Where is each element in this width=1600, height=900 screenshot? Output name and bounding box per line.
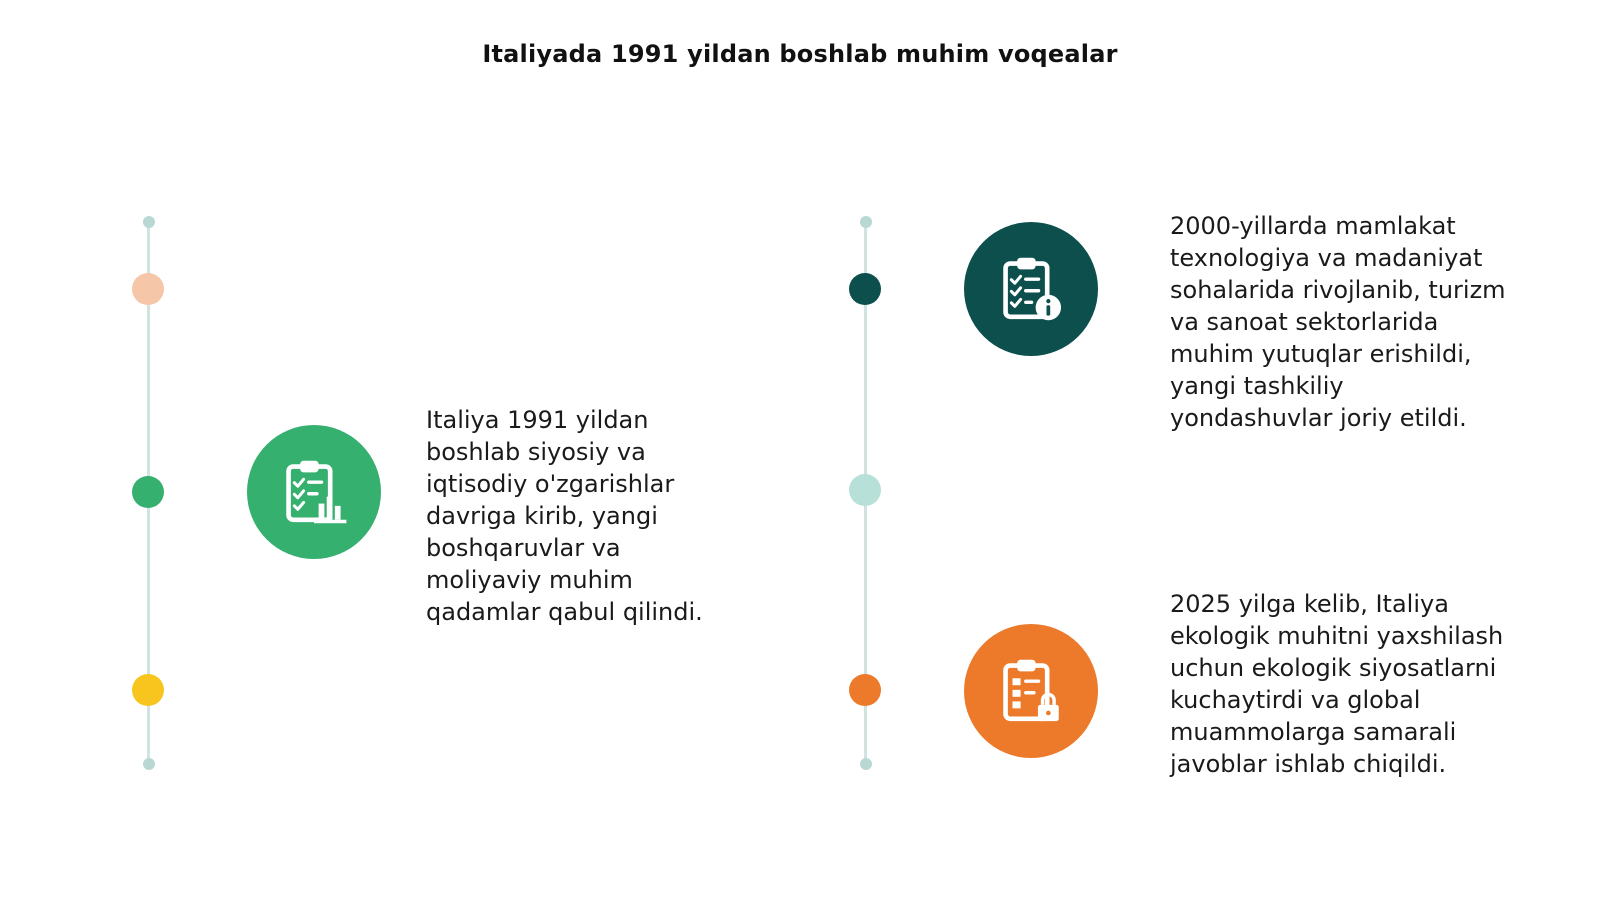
clipboard-lock-icon	[994, 654, 1068, 728]
left-timeline-node-yellow	[132, 674, 164, 706]
left-timeline-start-dot	[143, 216, 155, 228]
right-timeline-node-mint	[849, 474, 881, 506]
right-timeline-end-dot	[860, 758, 872, 770]
right-timeline-node-dark-teal	[849, 273, 881, 305]
event-2-text: 2000-yillarda mamlakat texnologiya va madaniyat sohalarida rivojlanib, turizm va sanoat sektorlarida muhim yutuqlar erishildi, yangi tashkiliy yondashuvlar joriy etildi.	[1170, 212, 1506, 432]
event-2-icon-circle	[964, 222, 1098, 356]
left-timeline-node-green	[132, 476, 164, 508]
clipboard-chart-icon	[277, 455, 351, 529]
left-timeline-end-dot	[143, 758, 155, 770]
event-1-icon-circle	[247, 425, 381, 559]
event-3-text: 2025 yilga kelib, Italiya ekologik muhitni yaxshilash uchun ekologik siyosatlarni kuchaytirdi va global muammolarga samarali javoblar ishlab chiqildi.	[1170, 590, 1504, 778]
clipboard-info-icon	[994, 252, 1068, 326]
left-timeline-node-peach	[132, 273, 164, 305]
event-3-icon-circle	[964, 624, 1098, 758]
event-1-text: Italiya 1991 yildan boshlab siyosiy va iqtisodiy o'zgarishlar davriga kirib, yangi boshqaruvlar va moliyaviy muhim qadamlar qabul qilindi.	[426, 406, 703, 626]
page-title: Italiyada 1991 yildan boshlab muhim voqealar	[482, 40, 1118, 68]
right-timeline-start-dot	[860, 216, 872, 228]
right-timeline-node-orange	[849, 674, 881, 706]
